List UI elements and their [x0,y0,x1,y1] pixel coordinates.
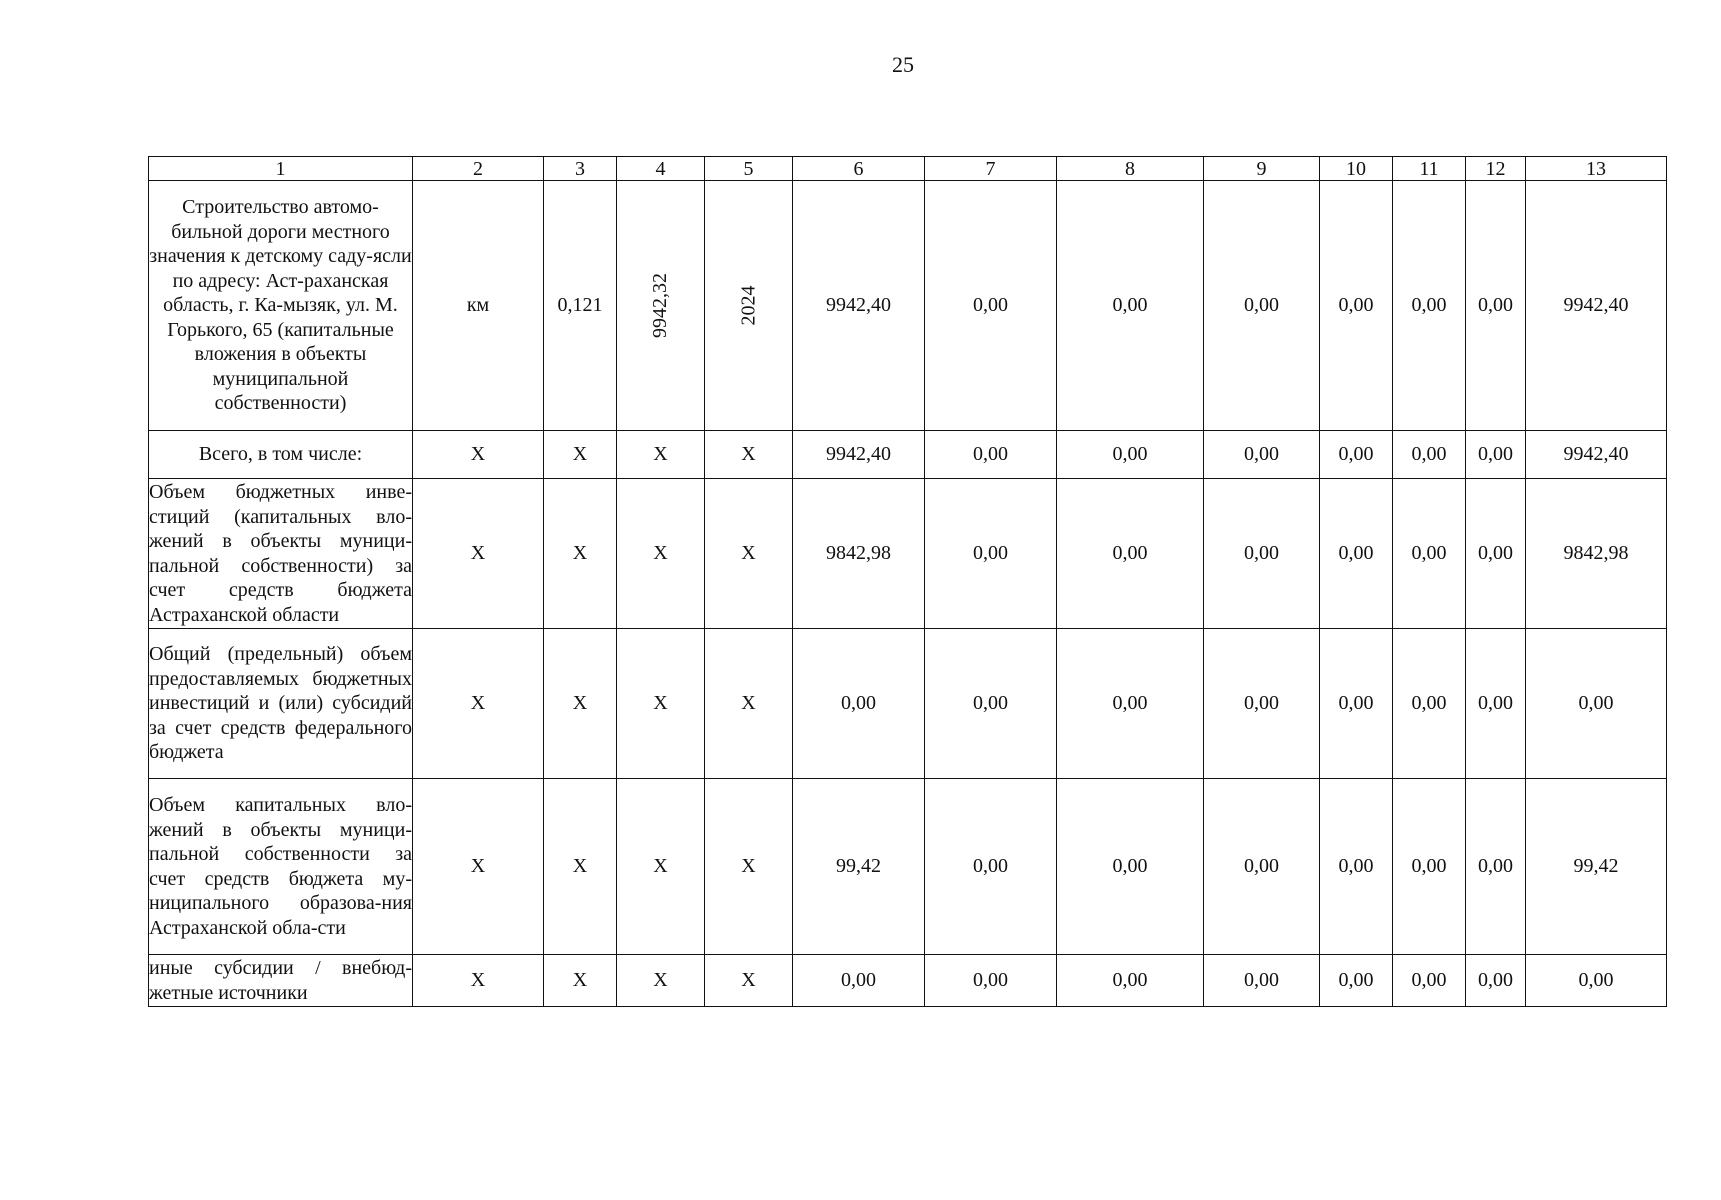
unit-cell: Х [413,629,544,779]
value-cell: 0,00 [1204,779,1320,955]
value-cell: Х [705,779,793,955]
value-cell: 0,00 [1204,479,1320,629]
value-cell: Х [544,431,617,479]
value-cell: 99,42 [793,779,925,955]
value-cell: 0,00 [1393,955,1466,1007]
value-cell: 0,121 [544,181,617,431]
column-header: 12 [1466,157,1526,181]
value-cell: 0,00 [1057,779,1204,955]
unit-cell: км [413,181,544,431]
value-cell: 0,00 [1466,955,1526,1007]
value-cell: Х [544,955,617,1007]
value-cell: 9942,40 [793,181,925,431]
value-cell: 9942,40 [1526,181,1667,431]
row-name: Строительство автомо-бильной дороги местного значения к детскому саду-ясли по адресу: Аст-раханская область, г. Ка-мызяк, ул. М. Горького, 65 (капитальные вложения в объекты муниципальной собственности) [149,181,413,431]
column-header: 7 [925,157,1057,181]
unit-cell: Х [413,479,544,629]
value-cell: Х [617,955,705,1007]
column-header: 3 [544,157,617,181]
value-cell: 0,00 [1057,629,1204,779]
table-row-municipal-budget [149,779,1667,955]
value-cell: 99,42 [1526,779,1667,955]
value-cell: 0,00 [1466,431,1526,479]
column-header: 5 [705,157,793,181]
column-header: 1 [149,157,413,181]
value-cell: 0,00 [1393,479,1466,629]
value-cell: 0,00 [1526,629,1667,779]
column-header: 4 [617,157,705,181]
column-header: 11 [1393,157,1466,181]
value-cell: 0,00 [1466,779,1526,955]
row-name: иные субсидии / внебюд-жетные источники [149,955,413,1007]
value-cell: 0,00 [1393,181,1466,431]
value-cell: 0,00 [1393,431,1466,479]
column-header: 2 [413,157,544,181]
value-cell-vertical [705,181,793,431]
value-cell: 0,00 [925,779,1057,955]
value-cell: Х [705,431,793,479]
unit-cell: Х [413,955,544,1007]
value-cell: 0,00 [1204,629,1320,779]
value-cell: Х [705,479,793,629]
column-number-row [149,157,1667,181]
table-row-regional-budget [149,479,1667,629]
table-row-federal-budget [149,629,1667,779]
value-cell: 0,00 [1466,629,1526,779]
investment-table [148,156,1667,1007]
value-cell: 0,00 [1057,955,1204,1007]
row-name: Общий (предельный) объем предоставляемых бюджетных инвестиций и (или) субсидий за счет средств федерального бюджета [149,629,413,779]
row-name: Всего, в том числе: [149,431,413,479]
row-name: Объем капитальных вло-жений в объекты муници-пальной собственности за счет средств бюджета му-ниципального образова-ния Астраханской обла-сти [149,779,413,955]
column-header: 8 [1057,157,1204,181]
value-cell: 0,00 [1320,629,1393,779]
value-cell: 0,00 [1320,431,1393,479]
value-cell: 0,00 [1526,955,1667,1007]
value-cell: 0,00 [925,181,1057,431]
value-cell: Х [617,779,705,955]
value-cell: 0,00 [1320,955,1393,1007]
value-cell: 0,00 [1466,479,1526,629]
value-cell: Х [544,779,617,955]
value-cell: Х [705,629,793,779]
value-cell: 0,00 [1320,779,1393,955]
table-row-total [149,431,1667,479]
value-cell: Х [544,479,617,629]
row-name: Объем бюджетных инве-стиций (капитальных вло-жений в объекты муници-пальной собственности) за счет средств бюджета Астраханской области [149,479,413,629]
value-cell: 0,00 [925,431,1057,479]
value-cell: 0,00 [925,955,1057,1007]
unit-cell: Х [413,779,544,955]
value-cell: Х [617,629,705,779]
vertical-value: 9942,32 [649,273,671,338]
value-cell: 0,00 [925,629,1057,779]
value-cell: 0,00 [1204,431,1320,479]
value-cell: 0,00 [1320,479,1393,629]
column-header: 6 [793,157,925,181]
value-cell: 0,00 [793,629,925,779]
value-cell: 0,00 [1057,431,1204,479]
value-cell: 9942,40 [1526,431,1667,479]
value-cell: 0,00 [1204,955,1320,1007]
value-cell: 0,00 [1204,181,1320,431]
vertical-value: 2024 [737,285,759,326]
value-cell: Х [705,955,793,1007]
value-cell: 0,00 [1393,779,1466,955]
value-cell: 0,00 [1466,181,1526,431]
value-cell: Х [617,479,705,629]
value-cell: 0,00 [1057,181,1204,431]
value-cell: 0,00 [1320,181,1393,431]
table-row-construction [149,181,1667,431]
value-cell-vertical [617,181,705,431]
value-cell: Х [544,629,617,779]
value-cell: 9842,98 [793,479,925,629]
unit-cell: Х [413,431,544,479]
value-cell: 9942,40 [793,431,925,479]
value-cell: 0,00 [1393,629,1466,779]
table-row-other-sources [149,955,1667,1007]
value-cell: 0,00 [793,955,925,1007]
value-cell: 9842,98 [1526,479,1667,629]
value-cell: Х [617,431,705,479]
column-header: 9 [1204,157,1320,181]
column-header: 10 [1320,157,1393,181]
value-cell: 0,00 [1057,479,1204,629]
page-number: 25 [892,52,914,77]
column-header: 13 [1526,157,1667,181]
value-cell: 0,00 [925,479,1057,629]
